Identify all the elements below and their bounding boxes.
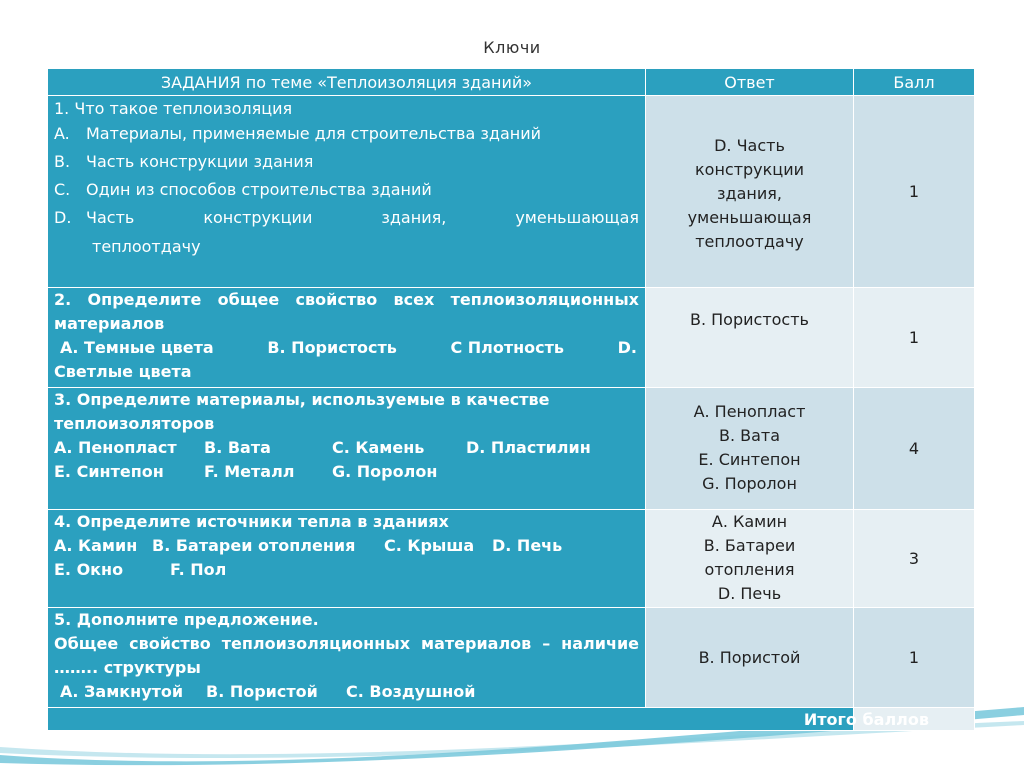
q4-options-row-1: А. Камин В. Батареи отопления С. Крыша D. Печь (54, 536, 563, 555)
q1-option-a: A. Материалы, применяемые для строительства зданий (54, 124, 542, 143)
q5-options: А. Замкнутой В. Пористой С. Воздушной (60, 682, 476, 701)
answer-cell-5: В. Пористой (646, 608, 854, 708)
table-row-q3 (48, 388, 975, 510)
score-cell-2: 1 (854, 288, 975, 388)
answer-cell-3: А. Пенопласт В. Вата Е. Синтепон G. Поролон (646, 388, 854, 510)
question-3-text: 3. Определите материалы, используемые в качестве теплоизоляторов (54, 390, 550, 433)
table-row-total (48, 708, 975, 731)
score-cell-3: 4 (854, 388, 975, 510)
q2-options-continued: Светлые цвета (54, 362, 192, 381)
question-5-text: 5. Дополните предложение. (54, 610, 319, 629)
header-task: ЗАДАНИЯ по теме «Теплоизоляция зданий» (48, 69, 646, 96)
q1-option-d: D. Часть конструкции здания, уменьшающая (54, 208, 639, 227)
q1-option-c: C. Один из способов строительства зданий (54, 180, 432, 199)
q3-options-row-1: А. Пенопласт В. Вата С. Камень D. Пластилин (54, 438, 591, 457)
answer-cell-1: D. Часть конструкции здания, уменьшающая теплоотдачу (646, 96, 854, 288)
q1-option-d-continued: теплоотдачу (92, 237, 201, 256)
question-cell-4 (48, 510, 646, 608)
q2-options: А. Темные цвета В. Пористость С Плотность D. (60, 338, 637, 357)
question-1-text: 1. Что такое теплоизоляция (54, 99, 293, 118)
answer-cell-4: А. Камин В. Батареи отопления D. Печь (646, 510, 854, 608)
header-score: Балл (854, 69, 975, 96)
score-cell-5: 1 (854, 608, 975, 708)
table-header-row (48, 69, 975, 96)
table-row-q5 (48, 608, 975, 708)
question-cell-2 (48, 288, 646, 388)
page-title: Ключи (483, 38, 541, 57)
question-5-sentence: Общее свойство теплоизоляционных материалов – наличие …….. структуры (54, 634, 639, 677)
question-2-text: 2. Определите общее свойство всех теплоизоляционных материалов (54, 290, 639, 333)
q4-options-row-2: Е. Окно F. Пол (54, 560, 227, 579)
table-row-q2 (48, 288, 975, 388)
header-answer: Ответ (646, 69, 854, 96)
q3-options-row-2: Е. Синтепон F. Металл G. Поролон (54, 462, 438, 481)
q1-option-b: B. Часть конструкции здания (54, 152, 314, 171)
table-row-q4 (48, 510, 975, 608)
answer-cell-2: В. Пористость (646, 288, 854, 388)
question-cell-5 (48, 608, 646, 708)
question-4-text: 4. Определите источники тепла в зданиях (54, 512, 449, 531)
total-label: Итого баллов (48, 708, 854, 731)
question-cell-3 (48, 388, 646, 510)
table-row-q1 (48, 96, 975, 288)
question-cell-1 (48, 96, 646, 288)
score-cell-4: 3 (854, 510, 975, 608)
answer-key-table (47, 68, 975, 731)
score-cell-1: 1 (854, 96, 975, 288)
